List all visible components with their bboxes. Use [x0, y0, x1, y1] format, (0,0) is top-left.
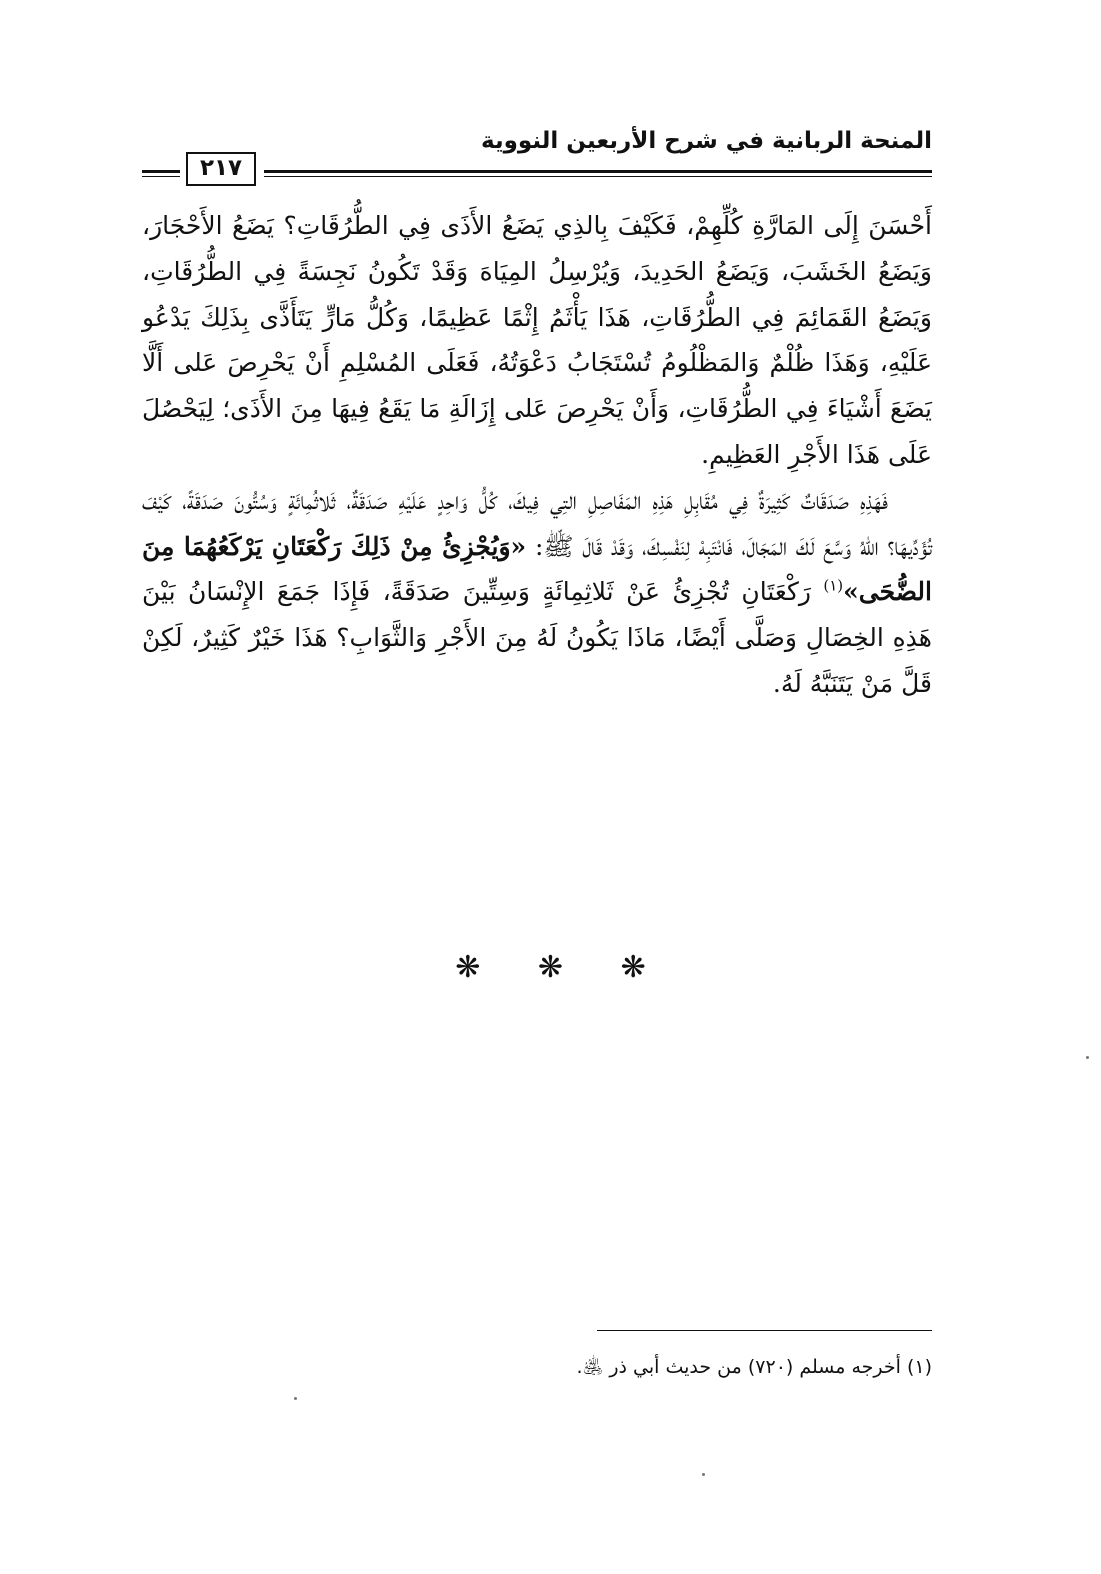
paragraph-2 — [142, 478, 932, 707]
main-text — [142, 203, 932, 707]
section-separator: ❋ ❋ ❋ — [455, 950, 646, 985]
paragraph-1: أَحْسَنَ إِلَى المَارَّةِ كُلِّهِمْ، فَكَيْفَ بِالذِي يَضَعُ الأَذَى فِي الطُّرُقَاتِ؟ يَضَعُ الأَحْجَارَ، وَيَضَعُ الخَشَبَ، وَيَضَعُ الحَدِيدَ، وَيُرْسِلُ المِيَاهَ وَقَدْ تَكُونُ نَجِسَةً فِي الطُّرُقَاتِ، وَيَضَعُ القَمَائِمَ فِي الطُّرُقَاتِ، هَذَا يَأْثَمُ إِثْمًا عَظِيمًا، وَكُلُّ مَارٍّ يَتَأَذَّى بِذَلِكَ يَدْعُو عَلَيْهِ، وَهَذَا ظُلْمٌ وَالمَظْلُومُ تُسْتَجَابُ دَعْوَتُهُ، فَعَلَى المُسْلِمِ أَنْ يَحْرِصَ عَلى أَلَّا يَضَعَ أَشْيَاءَ فِي الطُّرُقَاتِ، وَأَنْ يَحْرِصَ عَلى إِزَالَةِ مَا يَقَعُ فِيهَا مِنَ الأَذَى؛ لِيَحْصُلَ عَلَى هَذَا الأَجْرِ العَظِيمِ. — [142, 211, 932, 469]
header-rule — [264, 170, 932, 177]
scan-speck — [702, 1473, 705, 1476]
footnote-rule — [597, 1330, 932, 1331]
footnote-reference: (١) — [823, 577, 844, 596]
hadith-quote: «وَيُجْزِئُ مِنْ ذَلِكَ رَكْعَتَانِ يَرْكَعُهُمَا مِنَ الضُّحَى» — [142, 531, 932, 607]
paragraph-2-continuation: رَكْعَتَانِ تُجْزِئُ عَنْ ثَلاثِمِائَةٍ وَسِتِّينَ صَدَقَةً، فَإِذَا جَمَعَ الإِنْسَانُ بَيْنَ هَذِهِ الخِصَالِ وَصَلَّى أَيْضًا، مَاذَا يَكُونُ لَهُ مِنَ الأَجْرِ وَالثَّوَابِ؟ هَذَا خَيْرٌ كَثِيرٌ، لَكِنْ قَلَّ مَنْ يَتَنَبَّهُ لَهُ. — [142, 577, 932, 698]
page-header — [142, 128, 932, 188]
scan-speck — [1086, 1056, 1089, 1059]
header-rule-short — [142, 170, 180, 177]
paragraph-2-text: فَهَذِهِ صَدَقَاتٌ كَثِيرَةٌ فِي مُقَابِلِ هَذِهِ المَفَاصِلِ التِي فِيكَ، كُلُّ وَاحِدٍ عَلَيْهِ صَدَقَةٌ، ثَلاثُمِائَةٍ وَسُتُّونَ صَدَقَةً، كَيْفَ تُؤَدِّيهَا؟ اللهُ وَسَّعَ لَكَ المَجَالَ، فَانْتَبِهْ لِنَفْسِكَ، وَقَدْ قَالَ ﷺ: — [142, 485, 933, 561]
running-title: المنحة الربانية في شرح الأربعين النووية — [481, 128, 932, 154]
scan-speck — [294, 1397, 297, 1400]
footnote: (١) أخرجه مسلم (٧٢٠) من حديث أبي ذر ﵁. — [576, 1356, 932, 1378]
page-number: ٢١٧ — [186, 152, 256, 186]
